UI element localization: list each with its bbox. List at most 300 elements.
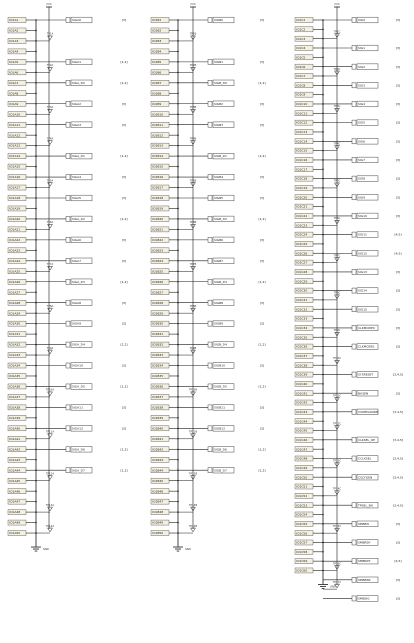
connector-icon [66, 154, 70, 159]
test-point[interactable] [178, 220, 197, 229]
test-point[interactable] [36, 262, 54, 271]
test-point[interactable] [323, 291, 340, 300]
net-label: SIGA_D4 [72, 342, 85, 347]
test-point-label: TP6A [46, 221, 54, 225]
pin-label: IO1B32 [152, 342, 164, 347]
pin-row [8, 237, 37, 242]
pin-row [295, 83, 324, 88]
test-point-icon [48, 476, 53, 480]
pin-row [151, 353, 179, 358]
test-point-icon [48, 266, 53, 270]
connector-icon [208, 405, 212, 410]
sheet-ref: [3,4,5] [393, 372, 403, 377]
test-point-icon [48, 109, 53, 113]
net-label: SIGB_D7 [214, 468, 227, 473]
signal-tap[interactable] [323, 17, 400, 23]
net-label: SIGB_D6 [214, 447, 227, 452]
test-point-label: TP4B [189, 137, 197, 141]
pin-row [8, 520, 37, 525]
sheet-ref: [3] [259, 405, 265, 410]
signal-tap[interactable] [36, 80, 128, 86]
connector-icon [66, 300, 70, 305]
pin-row [295, 540, 324, 545]
pin-label: IO1B38 [152, 405, 164, 410]
signal-tap[interactable] [178, 195, 264, 201]
sheet-ref: [3] [395, 325, 401, 330]
test-point[interactable] [178, 63, 197, 72]
test-point[interactable] [178, 32, 197, 41]
test-point-label: TP8C [333, 291, 341, 295]
pin-label: IO1A34 [9, 363, 21, 368]
pin-row [295, 409, 324, 414]
junction-dot [322, 551, 324, 553]
junction-dot [177, 291, 179, 293]
connector-icon [66, 342, 70, 347]
connector-icon [352, 391, 356, 396]
pin-label: IO1B9 [152, 101, 162, 106]
sheet-ref: [3,4,5] [393, 437, 403, 442]
pin-label: IO1B40 [152, 426, 164, 431]
pin-label: IO1B46 [152, 489, 164, 494]
sheet-ref: [1,2] [258, 468, 266, 473]
net-label: SMBEN [358, 521, 369, 526]
test-point[interactable] [323, 421, 341, 430]
pin-label: IO1A7 [9, 80, 19, 85]
pin-row [295, 325, 324, 330]
pin-label: IO1C4 [296, 46, 306, 51]
test-point[interactable] [36, 524, 54, 533]
pin-label: IO1B43 [152, 457, 164, 462]
pin-label: IO1C58 [296, 549, 308, 554]
signal-tap[interactable] [178, 405, 264, 411]
pin-row [8, 353, 37, 358]
test-point-label: TP14A [45, 524, 55, 528]
pin-row [8, 426, 37, 431]
pin-row [295, 64, 324, 69]
pin-label: IO1A23 [9, 248, 21, 253]
pin-label: IO1C41 [296, 391, 308, 396]
signal-tap[interactable] [323, 344, 400, 350]
pin-row [151, 426, 179, 431]
pin-row [8, 436, 37, 441]
sheet-ref: [3] [395, 158, 401, 163]
pin-label: IO1A25 [9, 269, 21, 274]
test-point[interactable] [323, 141, 340, 150]
signal-tap[interactable] [178, 153, 266, 159]
signal-tap[interactable] [178, 321, 264, 327]
pin-label: IO1A29 [9, 311, 21, 316]
pin-row [151, 195, 179, 200]
pin-row [295, 101, 324, 106]
pin-row [295, 307, 324, 312]
connector-icon [66, 363, 70, 368]
connector-icon [352, 232, 356, 237]
test-point[interactable] [178, 503, 197, 512]
test-point[interactable] [178, 346, 197, 355]
test-point[interactable] [36, 304, 54, 313]
connector-icon [352, 64, 356, 69]
sheet-ref: [1,2] [258, 279, 266, 284]
pin-label: IO1C45 [296, 428, 308, 433]
signal-tap[interactable] [178, 446, 266, 452]
test-point-label: TP12B [188, 472, 198, 476]
test-point[interactable] [36, 220, 54, 229]
pin-row [151, 175, 179, 180]
signal-tap[interactable] [323, 120, 400, 126]
pin-row [151, 405, 179, 410]
signal-tap[interactable] [323, 83, 400, 89]
pin-row [8, 38, 37, 43]
pin-label: IO1A9 [9, 101, 19, 106]
signal-tap[interactable] [36, 153, 128, 159]
test-point-label: TP16C [332, 562, 342, 566]
signal-tap[interactable] [36, 405, 126, 411]
pin-label: IO1A50 [9, 531, 21, 536]
net-label: SIGA2 [72, 101, 82, 106]
pin-row [8, 248, 37, 253]
test-point[interactable] [178, 178, 197, 187]
signal-tap[interactable] [323, 232, 402, 238]
test-point[interactable] [178, 471, 197, 480]
pin-row [8, 311, 37, 316]
pin-row [151, 70, 179, 75]
connector-icon [208, 122, 212, 127]
signal-tap[interactable] [178, 17, 264, 23]
pin-row [151, 49, 179, 54]
net-label: SIGA_D5 [72, 384, 85, 389]
pin-row [295, 363, 324, 368]
pin-row [295, 475, 324, 480]
pin-row [295, 484, 324, 489]
pin-label: IO1B36 [152, 384, 164, 389]
vcc-label: VCC [190, 3, 196, 6]
connector-icon [66, 216, 70, 221]
signal-tap[interactable] [323, 474, 403, 480]
pin-row [151, 216, 179, 221]
signal-tap[interactable] [323, 194, 400, 200]
junction-dot [322, 168, 324, 170]
connector-icon [208, 59, 212, 64]
pin-row [151, 520, 179, 525]
test-point-label: TP1C [333, 30, 341, 34]
test-point[interactable] [36, 471, 54, 480]
connector-icon [352, 577, 356, 582]
sheet-ref: [1,2] [120, 384, 128, 389]
test-point[interactable] [323, 67, 340, 76]
pin-label: IO1A48 [9, 510, 21, 515]
connector-icon [208, 447, 212, 452]
net-label: SIGB12 [214, 426, 225, 431]
test-point[interactable] [178, 430, 197, 439]
pin-label: IO1C30 [296, 288, 308, 293]
signal-tap[interactable] [323, 540, 400, 546]
pin-row [295, 512, 324, 517]
pin-row [295, 185, 324, 190]
pin-label: IO1B18 [152, 196, 164, 201]
net-label: SIGA10 [72, 363, 83, 368]
pin-label: IO1B39 [152, 415, 164, 420]
pin-row [8, 91, 37, 96]
connector-icon [66, 80, 70, 85]
pin-row [151, 143, 179, 148]
sheet-ref: [3] [121, 18, 127, 23]
test-point[interactable] [36, 346, 54, 355]
test-point-label: TP11A [45, 430, 55, 434]
connector-icon [352, 559, 356, 564]
signal-tap[interactable] [36, 363, 126, 369]
pin-row [295, 73, 324, 78]
test-point-label: TP14B [188, 524, 198, 528]
pin-label: IO1B47 [152, 499, 164, 504]
sheet-ref: [1,2] [120, 342, 128, 347]
sheet-ref: [3] [395, 214, 401, 219]
pin-row [8, 332, 37, 337]
pin-label: IO1B33 [152, 353, 164, 358]
signal-tap[interactable] [323, 45, 400, 51]
test-point[interactable] [323, 487, 341, 496]
pin-row [8, 321, 37, 326]
connector-icon [352, 213, 356, 218]
test-point[interactable] [178, 524, 197, 533]
test-point-label: TP10A [45, 388, 55, 392]
connector-icon [208, 175, 212, 180]
test-point[interactable] [178, 136, 197, 145]
pin-row [8, 300, 37, 305]
pin-row [8, 405, 37, 410]
pin-label: IO1A13 [9, 143, 21, 148]
junction-dot [177, 208, 179, 210]
sheet-ref: [1,2] [120, 59, 128, 64]
net-label: SIG7 [358, 158, 366, 163]
test-point[interactable] [323, 29, 340, 38]
connector-icon [208, 300, 212, 305]
pin-row [295, 531, 324, 536]
connector-icon [66, 175, 70, 180]
test-point[interactable] [36, 388, 54, 397]
net-label: SIG14 [358, 288, 367, 293]
signal-tap[interactable] [323, 306, 400, 312]
connector-icon [66, 59, 70, 64]
pin-row [151, 510, 179, 515]
sheet-ref: [3,4,5] [393, 456, 403, 461]
connector-icon [352, 307, 356, 312]
pin-label: IO1A8 [9, 91, 19, 96]
pin-label: IO1C57 [296, 540, 308, 545]
connector-icon [66, 258, 70, 263]
pin-row [295, 92, 324, 97]
pin-row [295, 167, 324, 172]
signal-tap[interactable] [323, 269, 400, 275]
test-point[interactable] [323, 393, 341, 402]
pin-row [8, 195, 37, 200]
ground-label: GND [43, 548, 49, 552]
test-point-label: TP9C [333, 329, 341, 333]
sheet-ref: [1,2] [120, 447, 128, 452]
signal-tap[interactable] [36, 17, 126, 23]
test-point[interactable] [178, 388, 197, 397]
pin-label: IO1B34 [152, 363, 164, 368]
test-point[interactable] [36, 136, 54, 145]
pin-label: IO1A39 [9, 415, 21, 420]
test-point[interactable] [36, 503, 54, 512]
pin-row [8, 28, 37, 33]
pin-label: IO1B2 [152, 28, 162, 33]
junction-dot [177, 375, 179, 377]
test-point[interactable] [323, 216, 340, 225]
pin-label: IO1B13 [152, 143, 164, 148]
signal-tap[interactable] [178, 80, 266, 86]
test-point[interactable] [178, 304, 197, 313]
signal-tap[interactable] [323, 372, 403, 378]
signal-tap[interactable] [36, 122, 126, 128]
connector-icon [208, 279, 212, 284]
pin-label: IO1A30 [9, 321, 21, 326]
sheet-ref: [3] [259, 18, 265, 23]
test-point[interactable] [36, 178, 54, 187]
test-point-label: TP1A [46, 32, 54, 36]
pin-label: IO1A3 [9, 39, 19, 44]
net-label: SIGA11 [72, 405, 83, 410]
sheet-ref: [3] [121, 196, 127, 201]
net-label: SIGA3 [72, 122, 82, 127]
junction-dot [177, 459, 179, 461]
pin-label: IO1C25 [296, 242, 308, 247]
test-point[interactable] [323, 524, 341, 533]
sheet-ref: [3] [395, 46, 401, 51]
pin-row [8, 175, 37, 180]
test-point[interactable] [323, 253, 340, 262]
pin-label: IO1B31 [152, 332, 164, 337]
test-point[interactable] [36, 430, 54, 439]
net-label: SIGB_D0 [214, 80, 227, 85]
net-label: SIGA_D7 [72, 468, 85, 473]
pin-label: IO1A45 [9, 478, 21, 483]
pin-label: IO1A49 [9, 520, 21, 525]
sheet-ref: [3] [259, 122, 265, 127]
junction-dot [177, 166, 179, 168]
test-point[interactable] [36, 63, 54, 72]
sheet-ref: [3] [121, 101, 127, 106]
pin-label: IO1C53 [296, 503, 308, 508]
pin-label: IO1C27 [296, 260, 308, 265]
connector-icon [352, 195, 356, 200]
pin-row [295, 391, 324, 396]
connector-icon [66, 279, 70, 284]
pin-row [8, 206, 37, 211]
sheet-ref: [1,2] [120, 154, 128, 159]
signal-tap[interactable] [178, 363, 264, 369]
pin-row [151, 269, 179, 274]
sheet-ref: [3] [121, 321, 127, 326]
test-point[interactable] [323, 459, 341, 468]
pin-row [8, 269, 37, 274]
pin-label: IO1A11 [9, 122, 21, 127]
net-label: SIGA9 [72, 321, 82, 326]
net-label: SIGA6 [72, 237, 82, 242]
pin-label: IO1C1 [296, 18, 306, 23]
test-point-label: TP13B [188, 503, 198, 507]
signal-tap[interactable] [36, 237, 126, 243]
sheet-ref: [3] [395, 288, 401, 293]
sheet-ref: [3,4,5] [393, 475, 403, 480]
signal-tap[interactable] [36, 446, 128, 452]
pin-row [295, 447, 324, 452]
pin-row [151, 101, 179, 106]
pin-label: IO1C9 [296, 92, 306, 97]
signal-tap[interactable] [323, 157, 400, 163]
signal-tap[interactable] [178, 237, 264, 243]
net-label: BUSEN [358, 391, 369, 396]
pin-row [151, 415, 179, 420]
signal-tap[interactable] [323, 596, 400, 602]
pin-row [295, 316, 324, 321]
connector-icon [208, 18, 212, 23]
signal-tap[interactable] [178, 279, 266, 285]
pin-label: IO1B27 [152, 290, 164, 295]
pin-label: IO1B24 [152, 258, 164, 263]
test-point[interactable] [323, 356, 341, 365]
net-label: SIGB_D3 [214, 279, 227, 284]
connector-icon [352, 120, 356, 125]
test-point-label: TP11C [332, 394, 342, 398]
pin-row [295, 223, 324, 228]
connector-icon [66, 405, 70, 410]
sheet-ref: [3] [395, 102, 401, 107]
pin-label: IO1C24 [296, 232, 308, 237]
junction-dot [35, 501, 37, 503]
pin-row [151, 133, 179, 138]
test-point[interactable] [323, 561, 341, 570]
signal-tap[interactable] [323, 437, 403, 443]
connector-icon [352, 372, 356, 377]
signal-tap[interactable] [323, 502, 403, 508]
pin-row [295, 260, 324, 265]
pin-label: IO1C51 [296, 484, 308, 489]
test-point[interactable] [323, 179, 340, 188]
test-point[interactable] [36, 32, 54, 41]
junction-dot [322, 383, 324, 385]
test-point-label: TP6C [333, 217, 341, 221]
sheet-ref: [1,2] [258, 342, 266, 347]
test-point-label: TP10B [188, 388, 198, 392]
test-point-label: TP2B [189, 64, 197, 68]
test-point[interactable] [178, 262, 197, 271]
signal-tap[interactable] [36, 321, 126, 327]
test-point-icon [48, 392, 53, 396]
test-point[interactable] [323, 328, 340, 337]
signal-tap[interactable] [36, 279, 128, 285]
net-label: SMBINIT [358, 559, 371, 564]
connector-icon [352, 540, 356, 545]
sheet-ref: [3] [395, 577, 401, 582]
pin-label: IO1C32 [296, 307, 308, 312]
pin-label: IO1A46 [9, 489, 21, 494]
signal-tap[interactable] [323, 409, 403, 415]
pin-row [295, 36, 324, 41]
test-point[interactable] [36, 105, 54, 114]
net-label: SIG8 [358, 176, 366, 181]
pin-label: IO1C14 [296, 139, 308, 144]
signal-tap[interactable] [36, 195, 126, 201]
test-point[interactable] [178, 105, 197, 114]
signal-tap[interactable] [178, 122, 264, 128]
test-point[interactable] [323, 104, 340, 113]
connector-icon [66, 237, 70, 242]
sheet-ref: [3] [395, 270, 401, 275]
pin-row [295, 344, 324, 349]
test-point-icon [48, 224, 53, 228]
sheet-ref: [4,5] [394, 232, 402, 237]
